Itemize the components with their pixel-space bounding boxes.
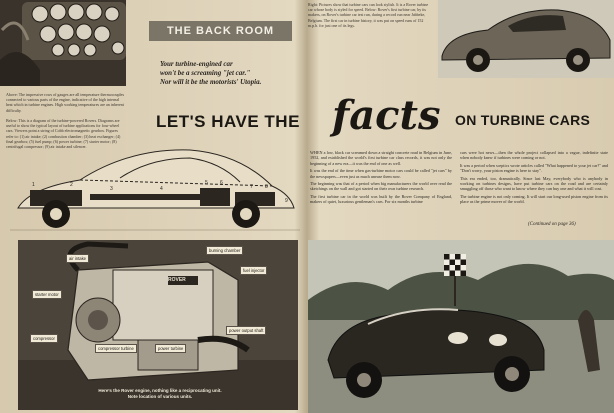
callout-compressor: compressor <box>30 334 58 343</box>
headline-left: LET'S HAVE THE <box>156 112 300 131</box>
standfirst-line: Nor will it be the motorists' Utopia. <box>160 78 262 86</box>
callout-compressor-turbine: compressor turbine <box>95 344 137 353</box>
callout-burning-chamber: burning chamber <box>206 246 243 255</box>
styled-car-photo <box>438 0 614 78</box>
engine-nameplate: ROVER <box>168 277 186 283</box>
standfirst-line: Your turbine-engined car <box>160 60 233 68</box>
callout-fuel-injector: fuel injector <box>240 266 267 275</box>
gauges-photo <box>0 0 126 86</box>
svg-text:9: 9 <box>285 198 288 204</box>
paragraph: The beginning was that of a period when big manufacturers the world over read the sketchings on the wall and got started on their own turbine research. <box>310 181 452 192</box>
callout-air-intake: air intake <box>66 254 89 263</box>
paragraph: This era ended, too, dramatically. Since last May, everybody who is anybody in working on turbines designs, have put turbine cars on the road and are certainly smuggling off those who want to know where they can buy one and what it will cost. <box>460 175 608 192</box>
callout-power-output-shaft: power output shaft <box>226 326 266 335</box>
headline-script-word: facts <box>332 92 441 139</box>
paragraph: The turbine engine is not only coming. It will start our long-used piston engine from its place as the prime mover of the world. <box>460 193 608 205</box>
article-column-1 <box>310 150 452 207</box>
gauges-caption: Above: The impressive rows of gauges are all temperature thermocouples connected to various parts of the engine, indicative of the high internal heat which in turbine engines. High working temperatures are an inherent difficulty. <box>6 92 124 113</box>
svg-text:3: 3 <box>110 186 113 192</box>
svg-text:1: 1 <box>32 182 35 188</box>
svg-text:5: 5 <box>205 180 208 186</box>
svg-text:4: 4 <box>160 186 163 192</box>
styled-car-caption: Right: Pictures show that turbine cars can look stylish. It is a Rover turbine car whose body is styled for speed. Below: Rover's first turbine car, by its makers, on Rover's turbine car test run, during a record run near Jabbeke, Belgium. The first car in turbine history, it was put on speed runs of 152 m.p.h. for just one of its legs. <box>308 2 429 28</box>
article-column-2 <box>460 150 608 207</box>
svg-text:8: 8 <box>265 184 268 190</box>
svg-text:2: 2 <box>70 182 73 188</box>
svg-text:6: 6 <box>220 180 223 186</box>
standfirst <box>160 60 310 87</box>
paragraph: WHEN a low, black car screamed down a straight concrete road in Belgium in June, 1952, and established the world's first turbine car class records, it was not only the beginning of a new era—it was the end of one as well. <box>310 150 452 166</box>
headline-right: ON TURBINE CARS <box>455 112 591 128</box>
paragraph: The first turbine car in the world was built by the Rover Company of England, makers of quiet, luxurious gentleman's cars. For six months turbine <box>310 193 452 205</box>
callout-power-turbine: power turbine <box>155 344 186 353</box>
standfirst-line: won't be a screaming "jet car." <box>160 69 251 77</box>
callout-starter-motor: starter motor <box>32 290 62 299</box>
paragraph: It was the end of the time when gas-turbine motor cars could be called "jet cars" by the newspapers—even just as much unease them now. <box>310 168 452 179</box>
diagram-caption: Below: This is a diagram of the turbine-powered Rovers. Diagrams are useful to show the typical layout of turbine applications for four-wheel cars. Viewers point a string of Cobb electromagnetic gearbox. Figures refer to: (1) air intake; (2) combustion chamber; (3) heat exchanger; (4) final gearbox; (5) fuel pump; (6) power turbine; (7) starter motor; (8) centrifugal compressor; (9) air intake and silencer. <box>6 118 121 150</box>
car-cutaway-diagram <box>10 128 300 238</box>
svg-text:7: 7 <box>250 184 253 190</box>
paragraph: cars were hot news—then the whole project collapsed into a vague, indefinite state when nobody knew if turbines were coming or not. <box>460 150 608 161</box>
paragraph: It was a period when sceptics wrote articles called "What happened to your jet car?" and "Don't worry, your piston engine is here to stay". <box>460 162 608 174</box>
race-car-photo <box>308 240 614 413</box>
continued-note: (Continued on page 36) <box>528 222 576 227</box>
section-label: THE BACK ROOM <box>149 21 292 41</box>
engine-caption: Here's the Rover engine, nothing like a reciprocating unit. Note location of various units. <box>98 388 222 399</box>
